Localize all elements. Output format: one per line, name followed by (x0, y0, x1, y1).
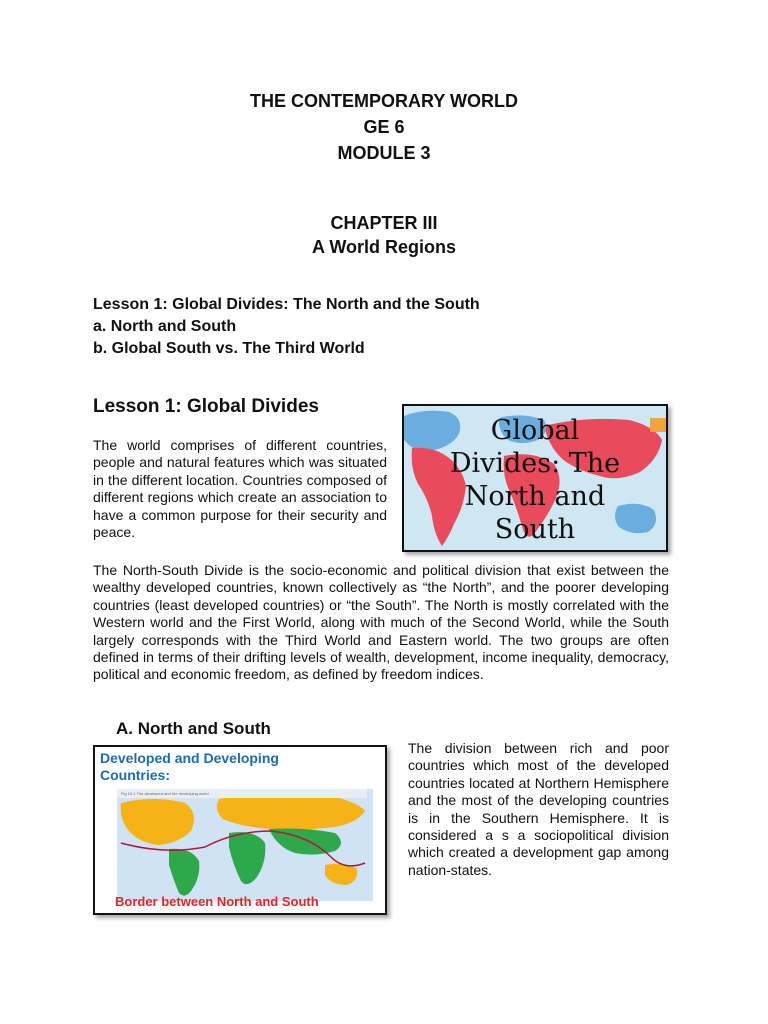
intro-paragraph: The world comprises of different countries, people and natural features which was situated in the different location. Countries composed of different regions which create an association to have a common purpose for their security and peace. (93, 437, 387, 541)
global-divides-figure (402, 404, 668, 552)
developed-developing-figure (93, 745, 387, 915)
figure-title-line: North and (464, 481, 606, 512)
figure-title-line: South (494, 514, 576, 545)
section-heading-north-and-south: A. North and South (116, 719, 271, 738)
figure-title-line: Global (490, 415, 580, 446)
lesson-list-item: a. North and South (93, 318, 237, 335)
figure2-caption-strip: Fig 10.1 The developed and the developing world (117, 789, 367, 798)
module-label: MODULE 3 (337, 143, 431, 163)
figure2-title-line: Developed and Developing (100, 750, 279, 766)
lesson-list (93, 294, 480, 360)
figure2-border-caption: Border between North and South (115, 894, 319, 909)
figure2-title (100, 750, 279, 784)
north-south-paragraph: The division between rich and poor countries which most of the developed countries located at Northern Hemisphere and the most of the developing countries is in the Southern Hemisphere. It is considered a s a sociopolitical division which created a development gap among nation-states. (408, 740, 669, 878)
lesson-list-item: b. Global South vs. The Third World (93, 340, 365, 357)
figure-title-overlay (404, 414, 666, 546)
section-heading-global-divides: Lesson 1: Global Divides (93, 396, 319, 417)
chapter-title: A World Regions (312, 237, 456, 257)
figure2-title-line: Countries: (100, 767, 170, 783)
figure-title-line: Divides: The (449, 448, 621, 479)
course-title: THE CONTEMPORARY WORLD (250, 91, 518, 111)
course-code: GE 6 (363, 117, 405, 137)
north-south-divide-paragraph: The North-South Divide is the socio-economic and political division that exist between the wealthy developed countries, known collectively as “the North”, and the poorer developing countries (least developed countries) or “the South”. The North is mostly correlated with the Western world and the First World, along with much of the Second World, while the South largely corresponds with the Third World and Eastern world. The two groups are often defined in terms of their drifting levels of wealth, development, income inequality, democracy, political and economic freedom, as defined by freedom indices. (93, 562, 669, 683)
lesson-list-item: Lesson 1: Global Divides: The North and the South (93, 296, 480, 313)
chapter-number: CHAPTER III (330, 213, 438, 233)
